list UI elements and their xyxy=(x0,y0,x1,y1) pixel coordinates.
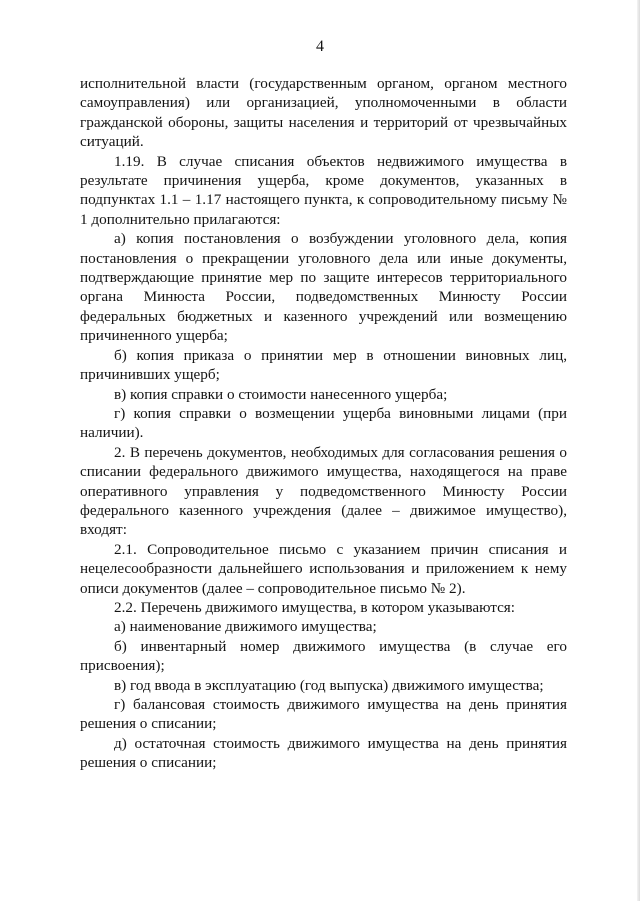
paragraph-continuation: исполнительной власти (государственным органом, органом местного самоуправления) или организацией, уполномоченными в области гражданской обороны, защиты населения и территорий от чрезвычайных ситуаций. xyxy=(80,75,567,151)
list-item-v-2: в) год ввода в эксплуатацию (год выпуска) движимого имущества; xyxy=(114,676,544,694)
document-body xyxy=(80,74,567,773)
list-item-g: г) копия справки о возмещении ущерба виновными лицами (при наличии). xyxy=(80,404,567,442)
list-item-g-2: г) балансовая стоимость движимого имущества на день принятия решения о списании; xyxy=(80,696,567,733)
paragraph-2-1: 2.1. Сопроводительное письмо с указанием причин списания и нецелесообразности дальнейшего использования и приложением к нему описи документов (далее – сопроводительное письмо № 2). xyxy=(80,540,567,597)
list-item-b: б) копия приказа о принятии мер в отношении виновных лиц, причинивших ущерб; xyxy=(80,346,567,384)
list-item-v: в) копия справки о стоимости нанесенного ущерба; xyxy=(114,385,448,403)
paragraph-2-2: 2.2. Перечень движимого имущества, в котором указываются: xyxy=(114,598,516,616)
paragraph-2: 2. В перечень документов, необходимых для согласования решения о списании федерального движимого имущества, находящегося на праве оперативного управления у подведомственного Минюсту России федерального казенного учреждения (далее – движимое имущество), входят: xyxy=(80,443,567,539)
page-number: 4 xyxy=(316,38,324,55)
list-item-a: а) копия постановления о возбуждении уголовного дела, копия постановления о прекращении уголовного дела или иные документы, подтверждающие принятие мер по защите интересов территориального органа Минюста России, подведомственных Минюсту России федеральных бюджетных и казенного учреждений или возмещению причиненного ущерба; xyxy=(80,230,567,345)
list-item-a-2: а) наименование движимого имущества; xyxy=(114,618,377,636)
paragraph-1-19: 1.19. В случае списания объектов недвижимого имущества в результате причинения ущерба, кроме документов, указанных в подпунктах 1.1 – 1.17 настоящего пункта, к сопроводительному письму № 1 дополнительно прилагаются: xyxy=(80,152,567,228)
list-item-d-2: д) остаточная стоимость движимого имущества на день принятия решения о списании; xyxy=(80,734,567,772)
list-item-b-2: б) инвентарный номер движимого имущества (в случае его присвоения); xyxy=(80,637,567,675)
